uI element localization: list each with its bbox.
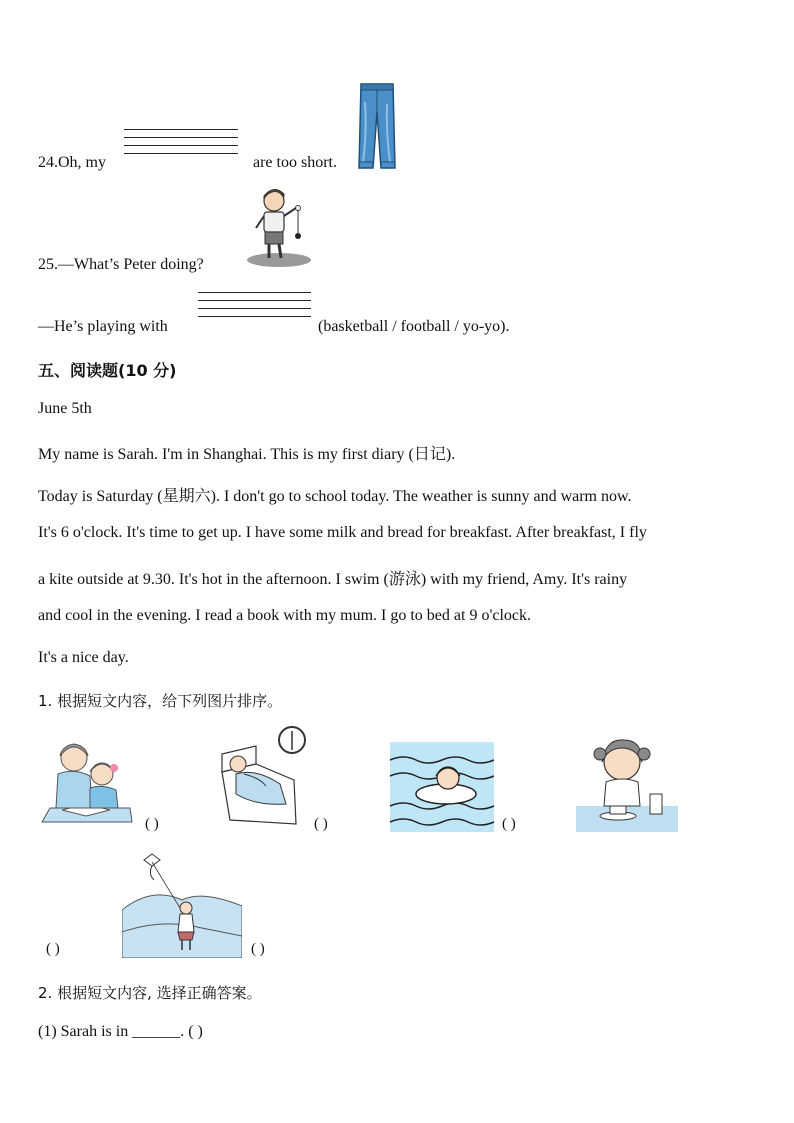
- diary-line-5: and cool in the evening. I read a book with my mum. I go to bed at 9 o'clock.: [38, 607, 531, 624]
- diary-line-3: It's 6 o'clock. It's time to get up. I have some milk and bread for breakfast. After breakfast, I fly: [38, 524, 647, 541]
- paren-picture-1[interactable]: ( ): [145, 816, 159, 832]
- paren-picture-3[interactable]: ( ): [502, 816, 516, 832]
- paren-picture-5[interactable]: ( ): [251, 941, 265, 957]
- boy-yoyo-image: [244, 186, 314, 268]
- picture-flying-kite: [122, 850, 242, 958]
- picture-swimming: [390, 742, 494, 832]
- diary-line-4: a kite outside at 9.30. It's hot in the afternoon. I swim (游泳) with my friend, Amy. It's rainy: [38, 571, 628, 588]
- diary-date: June 5th: [38, 400, 92, 417]
- q24-suffix: are too short.: [253, 154, 337, 171]
- paren-picture-4[interactable]: ( ): [46, 941, 60, 957]
- picture-eating-breakfast: [576, 736, 678, 832]
- task1-instruction: 1. 根据短文内容，给下列图片排序。: [38, 692, 283, 710]
- section-heading: 五、阅读题(10 分): [38, 361, 177, 380]
- paren-picture-2[interactable]: ( ): [314, 816, 328, 832]
- q24-answer-blank[interactable]: [124, 129, 238, 161]
- jeans-image: [357, 82, 397, 170]
- task2-question-1[interactable]: (1) Sarah is in ______. ( ): [38, 1023, 203, 1040]
- q25-question: 25.—What’s Peter doing?: [38, 256, 204, 273]
- diary-closing: It's a nice day.: [38, 649, 129, 666]
- task2-instruction: 2. 根据短文内容, 选择正确答案。: [38, 984, 262, 1002]
- q25-answer-suffix: (basketball / football / yo-yo).: [318, 318, 510, 335]
- q25-answer-prefix: —He’s playing with: [38, 318, 168, 335]
- picture-reading-with-mum: [40, 738, 134, 830]
- picture-waking-up: [216, 724, 308, 832]
- diary-line-1: My name is Sarah. I'm in Shanghai. This is my first diary (日记).: [38, 446, 456, 463]
- q24-prefix: 24.Oh, my: [38, 154, 106, 171]
- diary-line-2: Today is Saturday (星期六). I don't go to school today. The weather is sunny and warm now.: [38, 488, 632, 505]
- q25-answer-blank[interactable]: [198, 292, 311, 324]
